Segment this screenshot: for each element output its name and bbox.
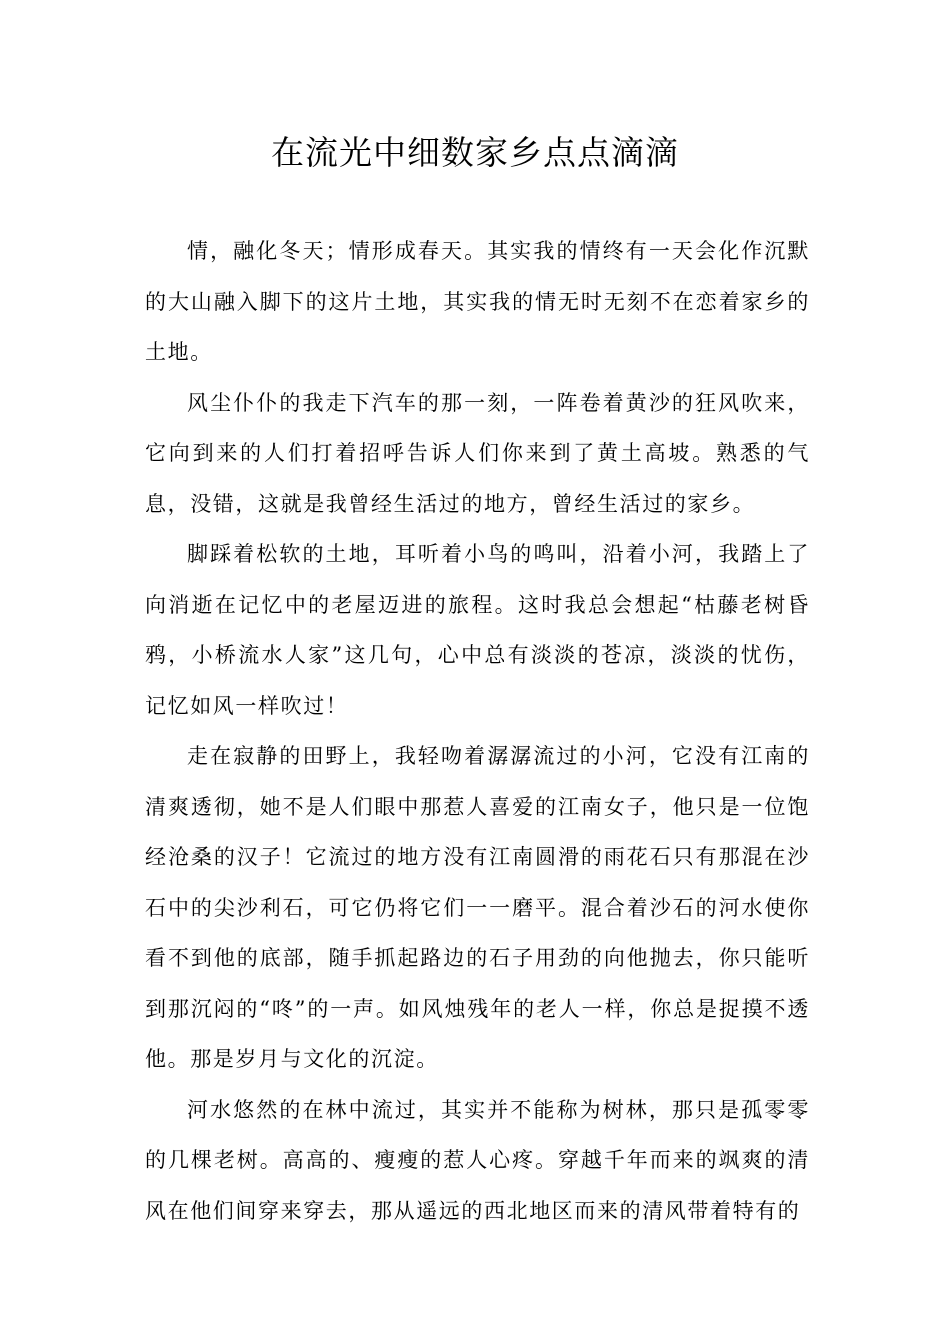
document-title: 在流光中细数家乡点点滴滴: [271, 133, 679, 172]
paragraph: 河水悠然的在林中流过，其实并不能称为树林，那只是孤零零的几棵老树。高高的、瘦瘦的惹人心疼。穿越千年而来的飒爽的清风在他们间穿来穿去，那从遥远的西北地区而来的清风带着特有的: [145, 1097, 810, 1223]
document-body: [145, 226, 810, 1236]
paragraph: 情，融化冬天；情形成春天。其实我的情终有一天会化作沉默的大山融入脚下的这片土地，其实我的情无时无刻不在恋着家乡的土地。: [145, 239, 810, 364]
paragraph: 走在寂静的田野上，我轻吻着潺潺流过的小河，它没有江南的清爽透彻，她不是人们眼中那惹人喜爱的江南女子，他只是一位饱经沧桑的汉子！它流过的地方没有江南圆滑的雨花石只有那混在沙石中的尖沙利石，可它仍将它们一一磨平。混合着沙石的河水使你看不到他的底部，随手抓起路边的石子用劲的向他抛去，你只能听到那沉闷的“咚”的一声。如风烛残年的老人一样，你总是捉摸不透他。那是岁月与文化的沉淀。: [145, 744, 810, 1071]
paragraph: 脚踩着松软的土地，耳听着小鸟的鸣叫，沿着小河，我踏上了向消逝在记忆中的老屋迈进的旅程。这时我总会想起“枯藤老树昏鸦，小桥流水人家”这几句，心中总有淡淡的苍凉，淡淡的忧伤，记忆如风一样吹过！: [145, 542, 810, 718]
paragraph: 风尘仆仆的我走下汽车的那一刻，一阵卷着黄沙的狂风吹来，它向到来的人们打着招呼告诉人们你来到了黄土高坡。熟悉的气息，没错，这就是我曾经生活过的地方，曾经生活过的家乡。: [145, 390, 810, 516]
